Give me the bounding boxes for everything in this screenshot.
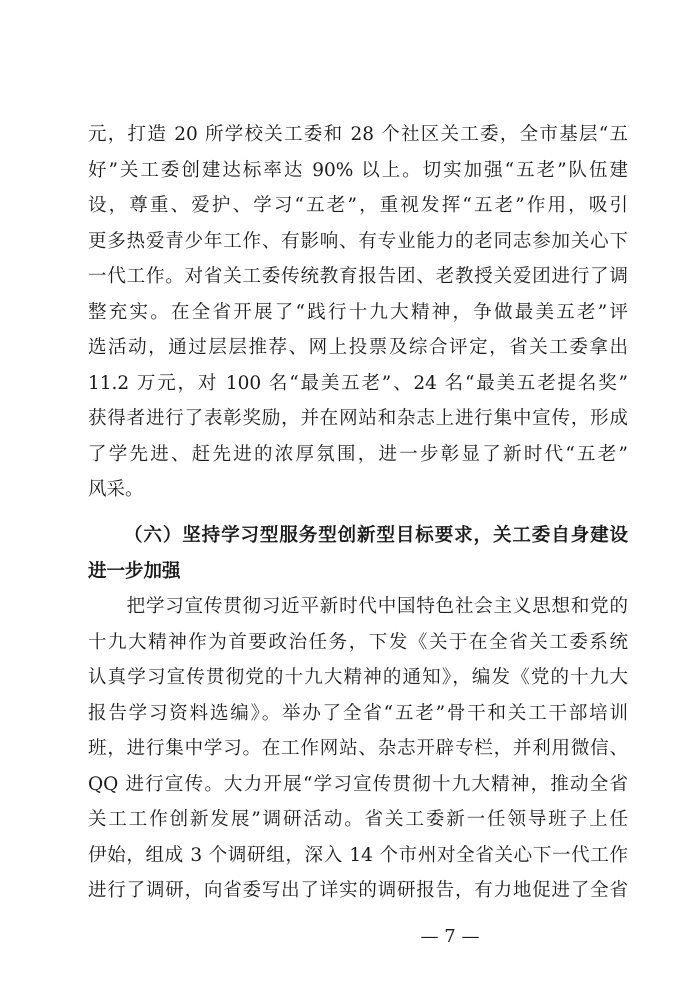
- text-line: 整充实。在全省开展了“践行十九大精神，争做最美五老”评: [88, 301, 628, 323]
- text-line: 十九大精神作为首要政治任务，下发《关于在全省关工委系统: [88, 631, 628, 653]
- text-line: 班，进行集中学习。在工作网站、杂志开辟专栏，并利用微信、: [88, 738, 628, 759]
- text-line: 报告学习资料选编》。举办了全省“五老”骨干和关工干部培训: [88, 702, 628, 724]
- text-line: 进行了调研，向省委写出了详实的调研报告，有力地促进了全省: [88, 880, 628, 901]
- text-line: 设，尊重、爱护、学习“五老”，重视发挥“五老”作用，吸引: [88, 195, 628, 216]
- text-line: 伊始，组成 3 个调研组，深入 14 个市州对全省关心下一代工作: [88, 844, 628, 866]
- text-line: 好”关工委创建达标率达 90% 以上。切实加强“五老”队伍建: [88, 159, 628, 181]
- text-line: 获得者进行了表彰奖励，并在网站和杂志上进行集中宣传，形成: [88, 408, 628, 429]
- page-number: — 7 —: [420, 926, 480, 947]
- text-line: 更多热爱青少年工作、有影响、有专业能力的老同志参加关心下: [88, 230, 628, 252]
- heading-line: 进一步加强: [88, 560, 181, 582]
- text-line: 选活动，通过层层推荐、网上投票及综合评定，省关工委拿出: [88, 337, 628, 358]
- text-line: 关工工作创新发展”调研活动。省关工委新一任领导班子上任: [88, 809, 628, 830]
- text-line: QQ 进行宣传。大力开展“学习宣传贯彻十九大精神，推动全省: [88, 773, 628, 795]
- section-heading: [88, 518, 628, 589]
- paragraph-2: [88, 589, 628, 909]
- heading-line: （六）坚持学习型服务型创新型目标要求，关工委自身建设: [124, 525, 628, 546]
- text-line: 认真学习宣传贯彻党的十九大精神的通知》，编发《党的十九大: [88, 667, 628, 688]
- text-line: 元，打造 20 所学校关工委和 28 个社区关工委，全市基层“五: [88, 124, 628, 145]
- text-line: 把学习宣传贯彻习近平新时代中国特色社会主义思想和党的: [88, 596, 628, 617]
- paragraph-1: [88, 117, 628, 508]
- text-line: 风采。: [88, 479, 144, 500]
- text-line: 一代工作。对省关工委传统教育报告团、老教授关爱团进行了调: [88, 266, 628, 287]
- text-line: 了学先进、赶先进的浓厚氛围，进一步彰显了新时代“五老”: [88, 443, 628, 465]
- text-line: 11.2 万元，对 100 名“最美五老”、24 名“最美五老提名奖”: [88, 372, 628, 394]
